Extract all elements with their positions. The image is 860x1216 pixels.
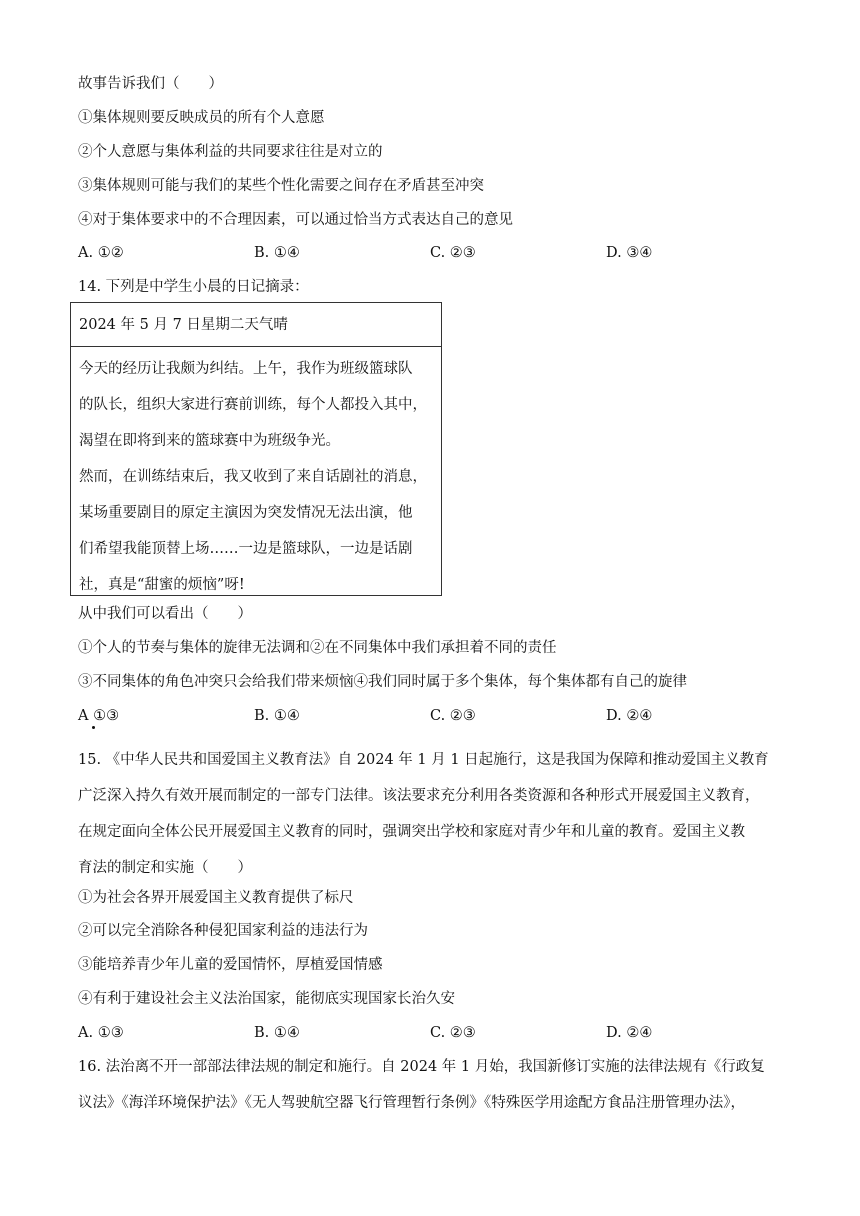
q15-statement-2: ②可以完全消除各种侵犯国家利益的违法行为 [78, 923, 368, 939]
q15-stem [78, 750, 788, 894]
q13-tail: 故事告诉我们（ ） [78, 76, 223, 92]
q16-stem-line: 议法》《海洋环境保护法》《无人驾驶航空器飞行管理暂行条例》《特殊医学用途配方食品注册管理办法》， [78, 1095, 745, 1111]
stray-dot-mark [92, 726, 95, 729]
diary-line: 们希望我能顶替上场……一边是篮球队，一边是话剧 [79, 541, 413, 557]
q15-option-c[interactable]: C. ②③ [430, 1025, 476, 1041]
diary-date: 2024 年 5 月 7 日星期二天气晴 [79, 317, 288, 333]
q15-stem-line: 育法的制定和实施（ ） [78, 860, 252, 876]
q16-stem-line: 16. 法治离不开一部部法律法规的制定和施行。自 2024 年 1 月始，我国新修订实施的法律法规有《行政复 [78, 1059, 765, 1075]
diary-box [70, 302, 442, 596]
diary-line: 然而，在训练结束后，我又收到了来自话剧社的消息， [79, 469, 427, 485]
diary-header [71, 303, 441, 347]
q14-options [78, 706, 778, 726]
q13-statement-3: ③集体规则可能与我们的某些个性化需要之间存在矛盾甚至冲突 [78, 178, 484, 194]
q13-option-d[interactable]: D. ③④ [606, 245, 653, 261]
q15-stem-line: 在规定面向全体公民开展爱国主义教育的同时，强调突出学校和家庭对青少年和儿童的教育。爱国主义教 [78, 824, 745, 840]
diary-line: 渴望在即将到来的篮球赛中为班级争光。 [79, 433, 340, 449]
diary-line: 的队长，组织大家进行赛前训练，每个人都投入其中， [79, 397, 427, 413]
q15-statement-1: ①为社会各界开展爱国主义教育提供了标尺 [78, 890, 354, 906]
q16-stem [78, 1057, 788, 1129]
diary-line: 某场重要剧目的原定主演因为突发情况无法出演，他 [79, 505, 413, 521]
q13-option-a[interactable]: A. ①② [78, 245, 124, 261]
q15-options [78, 1023, 778, 1043]
diary-line: 社，真是“甜蜜的烦恼”呀! [79, 577, 245, 593]
q14-option-b[interactable]: B. ①④ [254, 708, 300, 724]
q13-statement-2: ②个人意愿与集体利益的共同要求往往是对立的 [78, 144, 383, 160]
q13-option-c[interactable]: C. ②③ [430, 245, 476, 261]
q15-option-d[interactable]: D. ②④ [606, 1025, 653, 1041]
q14-option-d[interactable]: D. ②④ [606, 708, 653, 724]
diary-line: 今天的经历让我颇为纠结。上午，我作为班级篮球队 [79, 361, 413, 377]
q14-option-c[interactable]: C. ②③ [430, 708, 476, 724]
diary-body [79, 359, 439, 611]
q14-ask: 从中我们可以看出（ ） [78, 606, 252, 622]
q14-stem: 14. 下列是中学生小晨的日记摘录： [78, 279, 309, 295]
q13-statement-4: ④对于集体要求中的不合理因素，可以通过恰当方式表达自己的意见 [78, 212, 513, 228]
q15-option-b[interactable]: B. ①④ [254, 1025, 300, 1041]
q14-statements-1-2: ①个人的节奏与集体的旋律无法调和②在不同集体中我们承担着不同的责任 [78, 640, 557, 656]
q13-option-b[interactable]: B. ①④ [254, 245, 300, 261]
q15-stem-line: 15. 《中华人民共和国爱国主义教育法》自 2024 年 1 月 1 日起施行，这是我国为保障和推动爱国主义教育 [78, 752, 769, 768]
q14-statements-3-4: ③不同集体的角色冲突只会给我们带来烦恼④我们同时属于多个集体，每个集体都有自己的旋律 [78, 674, 687, 690]
q15-option-a[interactable]: A. ①③ [78, 1025, 124, 1041]
q14-option-a[interactable]: A ①③ [78, 708, 120, 724]
q13-statement-1: ①集体规则要反映成员的所有个人意愿 [78, 110, 325, 126]
q15-stem-line: 广泛深入持久有效开展而制定的一部专门法律。该法要求充分利用各类资源和各种形式开展爱国主义教育， [78, 788, 760, 804]
q13-options [78, 243, 778, 263]
q15-statement-4: ④有利于建设社会主义法治国家，能彻底实现国家长治久安 [78, 991, 455, 1007]
q15-statement-3: ③能培养青少年儿童的爱国情怀，厚植爱国情感 [78, 957, 383, 973]
